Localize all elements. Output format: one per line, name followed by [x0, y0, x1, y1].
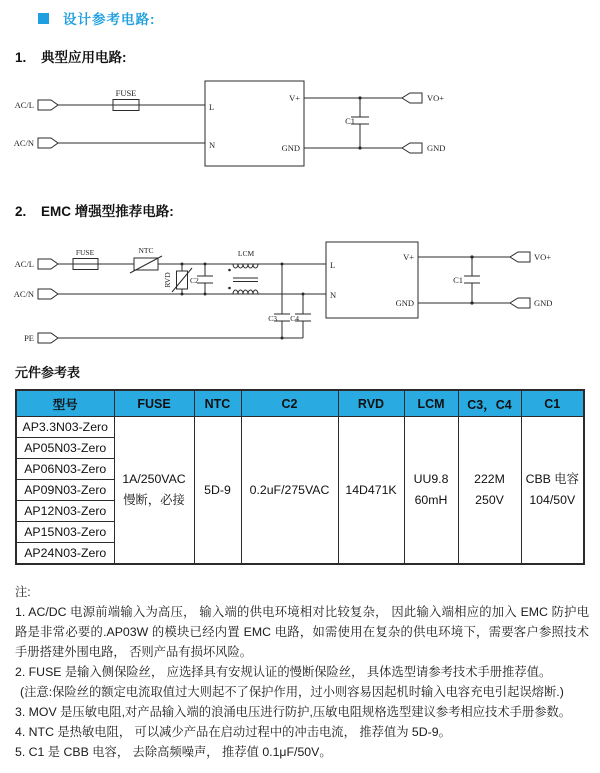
junction-dot [470, 255, 473, 258]
model-cell: AP06N03-Zero [16, 459, 114, 480]
c1-label: C1 [453, 275, 463, 285]
acl-terminal-label: AC/L [14, 100, 34, 110]
junction-dot [281, 263, 284, 266]
lcm-value-cell [404, 417, 458, 565]
c3c4-value-cell [458, 417, 521, 565]
junction-dot [181, 263, 184, 266]
lcm-label: LCM [237, 249, 255, 258]
pin-vplus-label: V+ [289, 93, 300, 103]
pin-n-label: N [209, 140, 216, 150]
ntc-label: NTC [138, 246, 154, 255]
model-cell: AP24N03-Zero [16, 543, 114, 565]
emc-enhanced-circuit [0, 228, 600, 358]
pin-l-label: L [209, 102, 215, 112]
note-5: 5. C1 是 CBB 电容， 去除高频噪声， 推荐值 0.1μF/50V。 [15, 745, 332, 759]
component-reference-table [15, 389, 585, 565]
vo-terminal-label: VO+ [427, 93, 445, 103]
model-cell: AP09N03-Zero [16, 480, 114, 501]
gnd-connector-icon [510, 298, 530, 308]
notes-section [15, 582, 589, 762]
fuse-value-line2: 慢断，必接 [123, 493, 185, 507]
junction-dot [358, 146, 361, 149]
note-4: 4. NTC 是热敏电阻， 可以减少产品在启动过程中的冲击电流， 推荐值为 5D-9。 [15, 725, 451, 739]
pin-n-label: N [330, 290, 337, 300]
table-row [16, 417, 584, 438]
note-3: 3. MOV 是压敏电阻,对产品输入端的浪涌电压进行防护,压敏电阻规格选型建议参考相应技术手册参数。 [15, 705, 572, 719]
section-bullet-icon [38, 13, 49, 24]
page-title: 设计参考电路: [63, 12, 156, 27]
choke-bottom-winding [233, 290, 258, 294]
table-caption: 元件参考表 [15, 365, 81, 380]
c3-label: C3 [268, 314, 277, 323]
doc-header [38, 8, 156, 28]
rvd-label: RVD [163, 272, 172, 288]
c3c4-value-line1: 222M [474, 472, 505, 486]
acl-connector-icon [38, 100, 58, 110]
fuse-value-cell [114, 417, 194, 565]
pe-connector-icon [38, 333, 58, 343]
pin-gnd-label: GND [395, 298, 414, 308]
rvd-value-cell: 14D471K [338, 417, 404, 565]
vo-connector-icon [402, 93, 422, 103]
section2-title [15, 200, 174, 220]
note-1: 1. AC/DC 电源前端输入为高压， 输入端的供电环境相对比较复杂， 因此输入端相应的加入 EMC 防护电路是非常必要的.AP03W 的模块已经内置 EMC 电路，如需使用在复杂的供电环境下，需要客户参照技术手册搭建外围电路， 否则产品有损坏风险。 [15, 605, 589, 659]
c2-label: C2 [190, 276, 199, 285]
model-cell: AP3.3N03-Zero [16, 417, 114, 438]
acl-connector-icon [38, 259, 58, 269]
c1-value-line2: 104/50V [529, 493, 576, 507]
junction-dot [302, 293, 305, 296]
acn-connector-icon [38, 138, 58, 148]
c2-value-cell: 0.2uF/275VAC [241, 417, 338, 565]
c1-value-line1: CBB 电容 [525, 472, 579, 486]
lcm-value-line2: 60mH [414, 493, 448, 507]
pin-l-label: L [330, 260, 336, 270]
c1-value-cell [521, 417, 584, 565]
acn-terminal-label: AC/N [13, 289, 34, 299]
vo-connector-icon [510, 252, 530, 262]
choke-top-winding [233, 264, 258, 268]
junction-dot [204, 263, 207, 266]
polarity-dot [228, 269, 231, 272]
model-cell: AP15N03-Zero [16, 522, 114, 543]
typical-application-circuit [0, 75, 600, 196]
acn-terminal-label: AC/N [13, 138, 34, 148]
gnd-terminal-label: GND [427, 143, 446, 153]
pe-terminal-label: PE [24, 333, 34, 343]
acn-connector-icon [38, 289, 58, 299]
c1-label: C1 [345, 116, 355, 126]
fuse-value-line1: 1A/250VAC [122, 472, 186, 486]
col-lcm: LCM [404, 390, 458, 417]
junction-dot [470, 301, 473, 304]
fuse-label: FUSE [75, 248, 95, 257]
ntc-value-cell: 5D-9 [194, 417, 241, 565]
col-ntc: NTC [194, 390, 241, 417]
section1-title [15, 46, 127, 66]
vo-terminal-label: VO+ [534, 252, 552, 262]
model-cell: AP12N03-Zero [16, 501, 114, 522]
col-c3c4: C3，C4 [458, 390, 521, 417]
pin-gnd-label: GND [281, 143, 300, 153]
fuse-label: FUSE [115, 88, 137, 98]
section2-label: EMC 增强型推荐电路: [41, 204, 174, 219]
junction-dot [358, 96, 361, 99]
gnd-connector-icon [402, 143, 422, 153]
col-c1: C1 [521, 390, 584, 417]
note-2: 2. FUSE 是输入侧保险丝， 应选择具有安规认证的慢断保险丝， 具体选型请参考技术手册推荐值。 [15, 665, 552, 679]
section2-number: 2. [15, 204, 27, 219]
c4-label: C4 [290, 314, 299, 323]
section1-label: 典型应用电路: [41, 50, 127, 65]
c3c4-value-line2: 250V [475, 493, 504, 507]
section1-number: 1. [15, 50, 27, 65]
col-rvd: RVD [338, 390, 404, 417]
notes-heading: 注: [15, 585, 31, 599]
col-model: 型号 [16, 390, 114, 417]
gnd-terminal-label: GND [534, 298, 553, 308]
polarity-dot [228, 287, 231, 290]
col-fuse: FUSE [114, 390, 194, 417]
pin-vplus-label: V+ [403, 252, 414, 262]
lcm-value-line1: UU9.8 [413, 472, 449, 486]
note-2-caution: (注意:保险丝的额定电流取值过大则起不了保护作用，过小则容易因起机时输入电容充电引起误熔断.) [20, 685, 564, 699]
model-cell: AP05N03-Zero [16, 438, 114, 459]
col-c2: C2 [241, 390, 338, 417]
table-header-row [16, 390, 584, 417]
acl-terminal-label: AC/L [14, 259, 34, 269]
